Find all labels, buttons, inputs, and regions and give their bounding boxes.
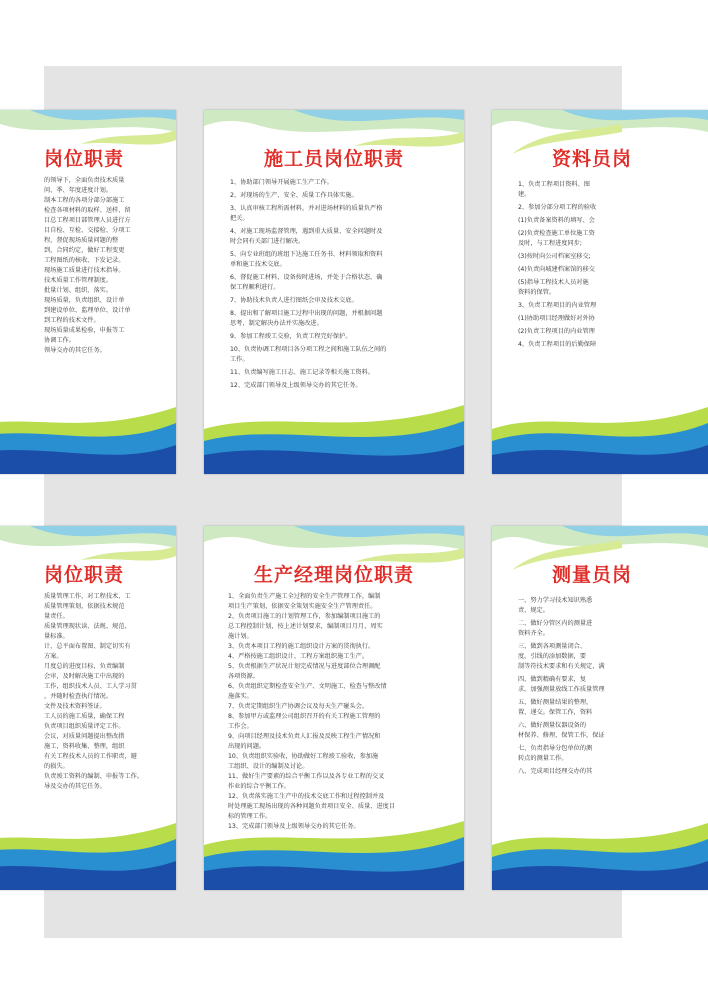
duty-line: 目自检、互检、交接检、分项工 — [44, 227, 131, 234]
duty-line: 2、负责项目施工的计划管理工作，参加编制项目施工的 — [228, 613, 381, 620]
duty-line: ，并随时检查执行情况。 — [44, 693, 113, 700]
duty-line: 到建设单位、监理单位、设计单 — [44, 307, 131, 314]
poster-title: 资料员岗 — [552, 148, 633, 170]
duty-line: 现场质量，负责组织、设计单 — [44, 297, 125, 304]
duty-line: 技术质量工作管理制度。 — [44, 277, 113, 284]
duty-line: 10、负责组织实验收，协助做好工程竣工验收，参加施 — [228, 753, 379, 760]
duty-line: 9、参加工程竣工交验，负责工程完好保护。 — [230, 333, 352, 340]
duty-line: 3、认真审核工程所需材料，并对进场材料的质量负严格 — [230, 205, 383, 212]
duty-line: 现场质量成果检验，申报等工 — [44, 327, 125, 334]
duty-line: 施落实。 — [228, 693, 253, 700]
duty-line: 制本工程的各项分部分部施工 — [44, 197, 125, 204]
duty-line: 六、做好测量仪器设备的 — [518, 722, 587, 729]
duty-line: 作业的综合平衡工作。 — [228, 783, 290, 790]
duty-line: 单和施工技术交底。 — [230, 261, 286, 268]
duty-line: 4、严格按施工组织设计、工程方案组织施工生产。 — [228, 653, 369, 660]
duty-line: 1、负责工程项目资料、图 — [518, 181, 590, 188]
duty-line: 工人员的施工质量，确保工程 — [44, 713, 125, 720]
poster-technical-director-duties — [0, 526, 176, 890]
duty-line: 施计划。 — [228, 633, 253, 640]
poster-project-engineer-duties — [0, 110, 176, 474]
duty-line: 把关。 — [230, 215, 249, 222]
gallery-canvas — [44, 66, 633, 938]
duty-line: 资料的保管。 — [518, 289, 556, 296]
duty-line: 工程图纸的核收、下发记录。 — [44, 257, 125, 264]
duty-line: 工作会。 — [228, 723, 253, 730]
duty-line: 会审，及时解决施工中出现的 — [44, 673, 125, 680]
duty-line: 月度总的进度目标，负责编制 — [44, 663, 125, 670]
duty-line: 问、季、年度进度计划。 — [44, 187, 113, 194]
wave-decoration-bottom — [492, 399, 708, 474]
duty-line: 2、对现场的生产、安全、质量工作具体实施。 — [230, 192, 358, 199]
poster-body — [518, 596, 628, 777]
duty-line: 4、对施工现场监督管理，遇到重大质量、安全问题时及 — [230, 228, 383, 235]
duty-line: 目总工程项目部管理人员进行方 — [44, 217, 131, 224]
duty-line: 标的管理工作。 — [228, 813, 272, 820]
duty-line: (3)按时向公司档案室移交; — [518, 253, 591, 260]
duty-line: 7、负责定期组织生产协调会议及每天生产碰头会。 — [228, 703, 369, 710]
duty-line: 工作，组织技术人员、工人学习贯 — [44, 683, 137, 690]
duty-line: 施工，资料收集、整理，组织 — [44, 743, 125, 750]
duty-line: 1、协助部门领导开展施工生产工作。 — [230, 179, 333, 186]
duty-line: 总工程控制计划，按上述计划要求，编制项目月月、周实 — [228, 623, 383, 630]
duty-line: 11、负责编写施工日志、施工记录等相关施工资料。 — [230, 369, 374, 376]
duty-line: 三、做到各项测量闭合、 — [518, 643, 587, 650]
poster-body — [44, 592, 174, 792]
duty-line: 10、负责协调工程项目各分项工程之间和施工队伍之间的 — [230, 346, 387, 353]
duty-line: 质量管理现状读、法规、规范、 — [44, 623, 131, 630]
duty-line: 8、参加甲方或监理公司组织召开的有关工程施工管理的 — [228, 713, 381, 720]
duty-line: (2)负责工程项目的内业管理 — [518, 328, 595, 335]
duty-line: 二、做好分管区内的测量进 — [518, 620, 593, 627]
poster-title: 岗位职责 — [44, 148, 125, 170]
poster-production-manager-duties — [204, 526, 464, 890]
duty-line: 6、负责组织定期检查安全生产、文明施工、检查与整改情 — [228, 683, 387, 690]
duty-line: 转点的测量工作。 — [518, 755, 568, 762]
duty-line: 导及交办的其它任务。 — [44, 783, 106, 790]
duty-line: 工作。 — [230, 356, 249, 363]
duty-line: 2、参加分部分项工程的验收 — [518, 204, 597, 211]
duty-line: (1)负责备案资料的填写、会 — [518, 217, 595, 224]
duty-line: 11、做好生产要素的综合平衡工作以及各专业工程的交叉 — [228, 773, 385, 780]
duty-line: 质量管理策划，依据技术规范 — [44, 603, 125, 610]
duty-line: 检查各项材料的取样、送样、留 — [44, 207, 131, 214]
duty-line: 5、负责根据生产状况计划完成情况与进度部位合理调配 — [228, 663, 381, 670]
poster-constructor-duties — [204, 110, 464, 474]
duty-line: 文件及技术资料签证。 — [44, 703, 106, 710]
duty-line: 12、负责落实施工生产中的技术交底工作和过程控制并及 — [228, 793, 385, 800]
duty-line: 时会同有关部门进行解决。 — [230, 238, 305, 245]
duty-line: 思考，制定解决办法并实施改进。 — [230, 320, 323, 327]
duty-line: 批量计划、组织、落实。 — [44, 287, 113, 294]
duty-line: 计、总平面布置图、制定切实有 — [44, 643, 131, 650]
duty-line: 7、协助技术负责人进行图纸会审及技术交底。 — [230, 297, 358, 304]
duty-line: 责、规定。 — [518, 607, 549, 614]
duty-line: 9、向项目经理及技术负责人汇报及反映工程生产情况和 — [228, 733, 381, 740]
duty-line: 的损失。 — [44, 763, 69, 770]
poster-surveyor-duties — [492, 526, 708, 890]
duty-line: 现场施工质量进行技术指导。 — [44, 267, 125, 274]
duty-line: 求。加强测量放线工作质量管理 — [518, 686, 605, 693]
duty-line: 置、递交。保管工作，资料 — [518, 709, 593, 716]
duty-line: 资料齐全。 — [518, 630, 549, 637]
duty-line: 方案。 — [44, 653, 63, 660]
duty-line: 四、做到精确有要求，复 — [518, 676, 587, 683]
wave-decoration-bottom — [204, 815, 464, 890]
duty-line: 13、完成部门领导及上级领导交办的其它任务。 — [228, 823, 360, 830]
duty-line: 八、完成项目经理交办的其 — [518, 768, 593, 775]
poster-title: 岗位职责 — [44, 564, 125, 586]
poster-body — [44, 176, 174, 356]
poster-title: 测量员岗 — [552, 564, 633, 586]
duty-line: 12、完成部门领导及上级领导交办的其它任务。 — [230, 382, 362, 389]
duty-line: 4、负责工程项目的后勤保障 — [518, 341, 597, 348]
poster-body — [230, 178, 450, 391]
duty-line: 保工程顺利进行。 — [230, 284, 280, 291]
duty-line: 负责项目组织质量评定工作。 — [44, 723, 125, 730]
duty-line: 量责任。 — [44, 613, 69, 620]
duty-line: 制等符技术要求和有关规定，满 — [518, 663, 605, 670]
duty-line: 度。引线的添加数据，要 — [518, 653, 587, 660]
poster-body — [228, 592, 452, 832]
wave-decoration-bottom — [492, 815, 708, 890]
duty-line: 协调工作。 — [44, 337, 75, 344]
wave-decoration-bottom — [0, 399, 176, 474]
poster-document-clerk-duties — [492, 110, 708, 474]
duty-line: 负责竣工资料的编制、申报等工作。 — [44, 773, 143, 780]
duty-line: 5、向专业班组的班组下达施工任务书、材料领取和资料 — [230, 251, 383, 258]
duty-line: 材保养、修理、保管工作，保证 — [518, 732, 605, 739]
duty-line: 6、督促施工材料、设备按时进场，并处于合格状态，确 — [230, 274, 383, 281]
duty-line: 的领导下，全面负责技术质量 — [44, 177, 125, 184]
wave-decoration-bottom — [204, 399, 464, 474]
duty-line: 程，督促现场质量问题的整 — [44, 237, 119, 244]
duty-line: 有关工程技术人员的工作职责，避 — [44, 753, 137, 760]
duty-line: 出现的问题。 — [228, 743, 266, 750]
duty-line: (2)负责检查施工单位施工资 — [518, 230, 595, 237]
duty-line: 工组织、设计的编制及讨论。 — [228, 763, 309, 770]
duty-line: 五、做好测量结果的整理， — [518, 699, 593, 706]
duty-line: (1)协助项目经理做好对外协 — [518, 315, 595, 322]
poster-body — [518, 180, 628, 350]
duty-line: 领导交办的其它任务。 — [44, 347, 106, 354]
duty-line: 3、负责工程项目的内业管理 — [518, 302, 597, 309]
duty-line: 会议，对质量问题提出整改措 — [44, 733, 125, 740]
duty-line: 3、负责本项目工程的施工组织设计方案的贯彻执行。 — [228, 643, 375, 650]
duty-line: 8、提出和了解项目施工过程中出现的问题，并根据问题 — [230, 310, 383, 317]
duty-line: 到，合同约定，做好工程变更 — [44, 247, 125, 254]
duty-line: 及时，与工程进度同步; — [518, 240, 582, 247]
duty-line: 量标准。 — [44, 633, 69, 640]
duty-line: 建。 — [518, 191, 531, 198]
poster-title: 生产经理岗位职责 — [254, 564, 415, 586]
duty-line: (4)负责向城建档案馆的移交 — [518, 266, 595, 273]
duty-line: 七、负责指导分包单位的测 — [518, 745, 593, 752]
wave-decoration-bottom — [0, 815, 176, 890]
duty-line: (5)指导工程技术人员对施 — [518, 279, 589, 286]
poster-title: 施工员岗位职责 — [264, 148, 405, 170]
duty-line: 到工程的技术文件。 — [44, 317, 100, 324]
duty-line: 1、全面负责生产施工全过程的安全生产管理工作，编制 — [228, 593, 381, 600]
duty-line: 各项资源。 — [228, 673, 259, 680]
duty-line: 质量管理工作，对工程技术、工 — [44, 593, 131, 600]
duty-line: 时处理施工现场出现的各种问题负责项目安全、质量、进度目 — [228, 803, 396, 810]
duty-line: 一、努力学习技术知识熟悉 — [518, 597, 593, 604]
duty-line: 项目生产策划，依据安全策划实施安全生产管理责任。 — [228, 603, 377, 610]
